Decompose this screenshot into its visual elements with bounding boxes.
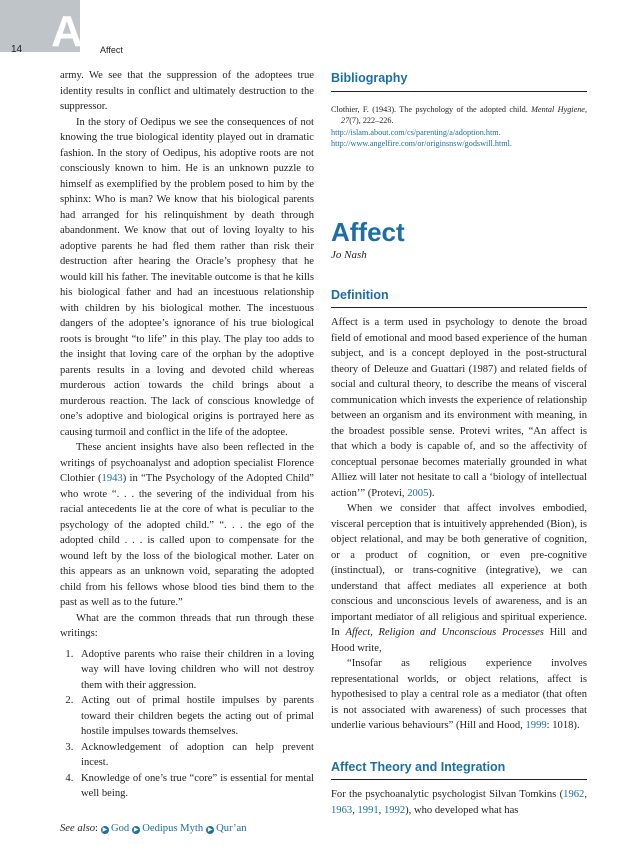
paragraph-text: : 1018). (546, 720, 580, 731)
see-also-label: See also (60, 822, 96, 834)
threads-list (60, 647, 314, 802)
paragraph (331, 315, 587, 501)
bib-journal: Mental Hygiene, 27 (341, 104, 587, 125)
chevron-right-icon: ▶ (102, 825, 108, 833)
bib-text: Clothier, F. (1943). The psychology of the adopted child. (331, 104, 532, 114)
bib-text: (7), 222–226. (349, 116, 394, 125)
page-number: 14 (11, 44, 23, 55)
citation-link[interactable]: 1999 (525, 720, 547, 731)
paragraph-text: These ancient insights have also been reflected in the writings of psychoanalyst and adoption specialist Florence Clothier ( (60, 442, 314, 484)
section-rule (331, 91, 587, 92)
paragraph-clothier (60, 440, 314, 611)
running-head: Affect (100, 45, 123, 55)
theory-section (331, 760, 587, 819)
paragraph-text: ). (428, 487, 435, 499)
see-also-link-oedipus-myth[interactable]: Oedipus Myth (142, 822, 204, 834)
definition-heading: Definition (331, 287, 389, 302)
paragraph-text: For the psychoanalytic psychologist Silvan Tomkins ( (331, 789, 564, 800)
theory-heading: Affect Theory and Integration (331, 759, 506, 774)
entry-title: Affect (331, 216, 405, 247)
bib-url-link[interactable]: http://islam.about.com/cs/parenting/a/adoption.htm. (331, 127, 501, 137)
paragraph: For the psychoanalytic psychologist Silvan Tomkins (1962, 1963, 1991, 1992), who developed what has (331, 789, 587, 816)
list-item: 2. Acting out of primal hostile impulses by parents toward their children begets the acting out of primal hostile impulses towards themselves. (76, 693, 314, 740)
entry-header (331, 216, 587, 264)
paragraph-text: ), who developed what has (405, 804, 519, 816)
paragraph-quote (331, 656, 587, 734)
citation-link[interactable]: 1943 (101, 473, 123, 484)
see-also-link-god[interactable]: God (110, 822, 130, 834)
paragraph-text: When we consider that affect involves embodied, visceral perception that is intuitively apprehended (Bion), is object relational, and may be both generative of cognition, or a product of cognition, or even pre-cognitive (instinctual), or trans-cognitive (integrative), we can understand that affect mediates all experience at both conscious and unconscious levels of awareness, and is an important mediator of all religious and spiritual experience. In (331, 503, 587, 638)
section-rule (331, 307, 587, 308)
citation-link[interactable]: 2005 (407, 487, 429, 499)
paragraph-threads: What are the common threads that run through these writings: (60, 612, 314, 639)
left-column (60, 68, 314, 836)
section-rule (331, 779, 587, 780)
bibliography-list (331, 104, 587, 150)
list-item: 1. Adoptive parents who raise their children in a loving way will have loving children who will not destroy them with their aggression. (76, 647, 314, 694)
chevron-right-icon: ▶ (207, 825, 213, 833)
paragraph-text: ) in “The Psychology of the Adopted Child” who wrote “. . . the severing of the individual from his racial antecedents lie at the core of what is peculiar to the psychology of the adopted child.” “. . . the ego of the adopted child . . . is called upon to compensate for the wound left by the loss of the biological mother. Later on this appears as an unknown void, separating the adopted child from his fellows whose blood ties bind them to the past as well as to the future.” (60, 473, 314, 608)
see-also: See also: ▶ God ▶ Oedipus Myth ▶ Qur’an (60, 822, 247, 834)
paragraph (331, 501, 587, 656)
paragraph-text: “Insofar as religious experience involves representational worlds, or object relations, affect is hypothesised to play a central role as a mediator (that often is not associated with awareness) of such processes that underlie various behaviours” (Hill and Hood, (331, 658, 587, 731)
citation-link[interactable]: 1992 (383, 804, 406, 816)
definition-section (331, 288, 587, 734)
book-title: Affect, Religion and Unconscious Processes (345, 627, 544, 638)
citation-link[interactable]: 1963 (331, 804, 353, 816)
paragraph-text: Affect is a term used in psychology to denote the broad field of emotional and mood based experience of the human subject, and is a concept deployed in the post-structural theory of Deleuze and Guattari (1987) and related fields of social and cultural theory, to describe the means of visceral communication which invests the experience of relationship between an organism and its environment with meaning, in the broadest possible sense. Protevi writes, “An affect is that which a body is capable of, and so the affectivity of conceptual personae becomes materially grounded in what Alliez will later not hesitate to call a ‘biology of intellectual action’” (Protevi, (331, 317, 587, 499)
bibliography-heading: Bibliography (331, 71, 408, 85)
paragraph: army. We see that the suppression of the adoptees true identity results in conflict and ultimately destruction to the suppressor. (60, 70, 314, 112)
right-column (331, 68, 587, 818)
bibliography-section (331, 71, 587, 150)
chevron-right-icon: ▶ (133, 825, 139, 833)
paragraph-text: Hill and Hood write, (331, 627, 587, 654)
citation-link[interactable]: 1991 (357, 804, 379, 816)
see-also-link-quran[interactable]: Qur’an (216, 822, 247, 834)
bib-url-link[interactable]: http://www.angelfire.com/or/originsnsw/godswill.html. (331, 139, 512, 148)
citation-link[interactable]: 1962 (563, 789, 585, 800)
list-item: 4. Knowledge of one’s true “core” is essential for mental well being. (76, 771, 314, 802)
list-item: 3. Acknowledgement of adoption can help prevent incest. (76, 740, 314, 771)
entry-author: Jo Nash (331, 249, 367, 261)
paragraph-oedipus: In the story of Oedipus we see the consequences of not knowing the true biological identity played out in dramatic fashion. In the story of Oedipus, his adoptive roots are not consciously known to him. He is an unknown puzzle to himself as exemplified by the problem posed to him by the sphinx: Who is man? We know that his biological parents had arranged for his relinquishment by death through abandonment. We know that out of loving loyalty to his adoptive parents he had fled them rather than risk their destruction after hearing the Oracle’s prophesy that he would kill his father. The inevitable outcome is that he kills his biological father and had an incestuous relationship with children by his biological mother. The incestuous dangers of the adoptee’s ignorance of his true biological roots is brought “to life” in this play. The play too adds to the insight that loving care of the orphan by the adoptive parents results in a loving and devoted child whereas murderous action towards the child brings about a murderous reaction. The lack of conscious knowledge of one’s adoptive and biological origins is portrayed here as causing turmoil and conflict in the life of the adoptee. (60, 116, 314, 438)
bibliography-entry (331, 104, 587, 127)
chapter-letter: A (51, 7, 83, 56)
